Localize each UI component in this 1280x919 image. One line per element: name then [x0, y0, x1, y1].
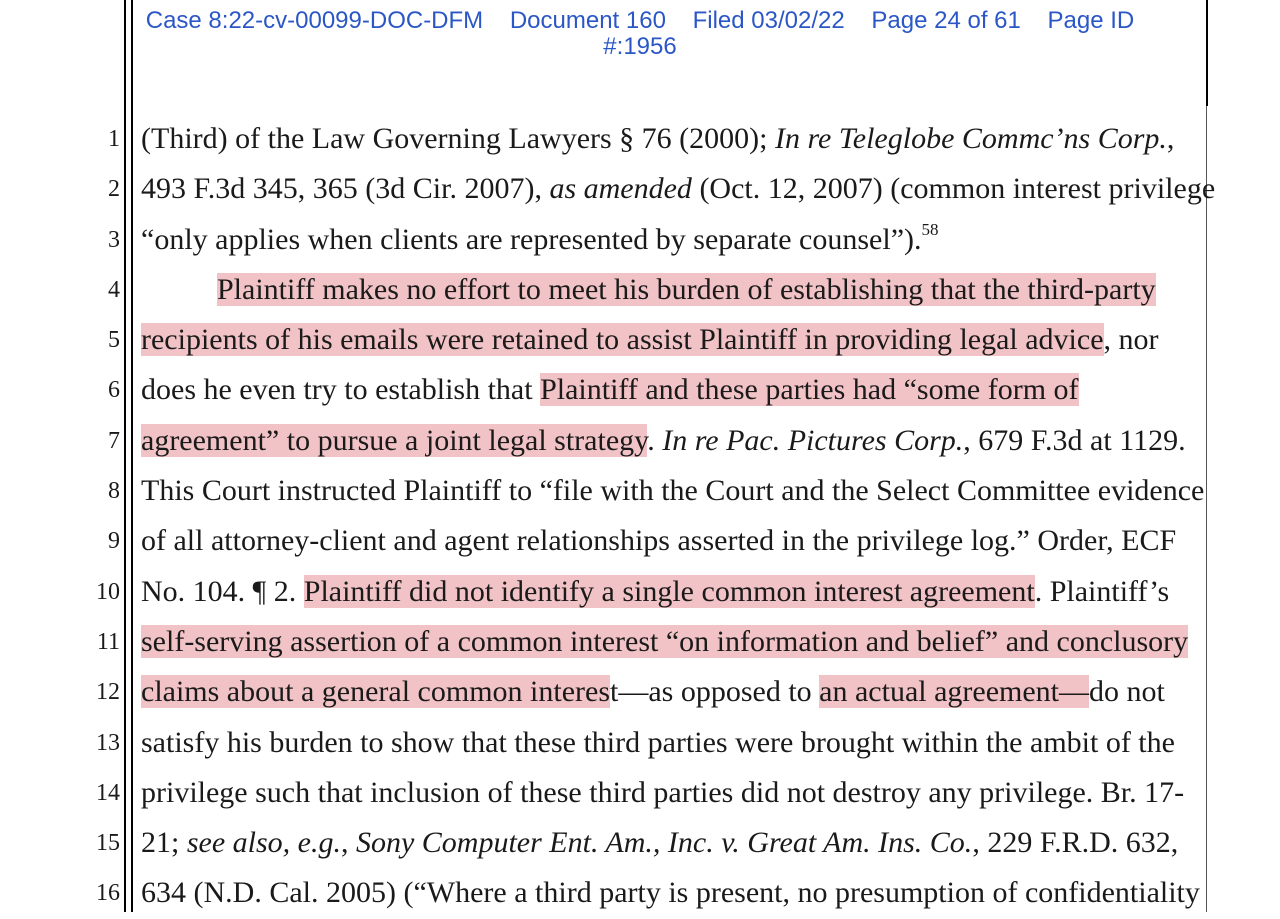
- line-text: [141, 876, 1210, 910]
- text-segment: privilege such that inclusion of these third parties did not destroy any privilege. Br. 17-: [141, 775, 1185, 809]
- page-id-label: Page ID: [1047, 7, 1135, 34]
- line-text: [141, 675, 1210, 709]
- line-text: [141, 575, 1210, 609]
- pleading-line: [0, 315, 1280, 365]
- pleading-line: [0, 667, 1280, 717]
- highlighted-text: an actual agreement—: [819, 675, 1090, 709]
- line-number: 9: [108, 528, 120, 555]
- line-text: [141, 625, 1210, 659]
- pleading-line: [0, 567, 1280, 617]
- pleading-line: [0, 617, 1280, 667]
- line-number: 8: [108, 478, 120, 505]
- line-text: [141, 726, 1210, 760]
- highlighted-text: self-serving assertion of a common interest “on information and belief” and conclusory: [141, 624, 1189, 658]
- line-text: [141, 122, 1210, 156]
- line-text: [141, 474, 1210, 508]
- line-number: 7: [108, 427, 120, 454]
- highlighted-text: Plaintiff did not identify a single common interest agreement: [303, 574, 1035, 608]
- line-text: [141, 424, 1210, 458]
- text-segment: . Plaintiff’s: [1034, 574, 1170, 608]
- case-header: [0, 8, 1280, 60]
- text-segment: .: [647, 423, 663, 457]
- pleading-line: [0, 215, 1280, 265]
- text-segment: 21;: [141, 826, 187, 860]
- text-segment: 493 F.3d 345, 365 (3d Cir. 2007),: [141, 172, 550, 206]
- highlighted-text: agreement” to pursue a joint legal strategy: [141, 423, 648, 457]
- line-text: [141, 219, 1210, 257]
- text-segment: ,: [340, 826, 356, 860]
- text-segment: (Oct. 12, 2007) (common interest privilege: [691, 172, 1216, 206]
- line-number: 6: [108, 377, 120, 404]
- citation-italic: In re Teleglobe Commc’ns Corp.: [774, 122, 1167, 155]
- text-segment: of all attorney-client and agent relationships asserted in the privilege log.” Order, ECF: [141, 524, 1177, 558]
- line-number: 14: [96, 779, 120, 806]
- pleading-line: [0, 416, 1280, 466]
- line-text: [141, 172, 1216, 206]
- text-segment: (Third) of the Law Governing Lawyers § 76 (2000);: [141, 122, 775, 155]
- text-segment: , 229 F.R.D. 632,: [972, 826, 1179, 860]
- pleading-line: [0, 818, 1280, 868]
- text-segment: satisfy his burden to show that these third parties were brought within the ambit of the: [141, 725, 1175, 759]
- page-id-number: #:1956: [603, 33, 677, 60]
- pleading-line: [0, 365, 1280, 415]
- highlighted-text: Plaintiff makes no effort to meet his burden of establishing that the third-party: [217, 272, 1156, 306]
- line-number: 15: [96, 830, 120, 857]
- text-segment: No. 104. ¶ 2.: [141, 574, 304, 608]
- right-margin-rule-top: [1206, 0, 1208, 106]
- text-segment: This Court instructed Plaintiff to “file with the Court and the Select Committee evidence: [141, 474, 1205, 508]
- pleading-line: [0, 718, 1280, 768]
- line-text: [141, 373, 1210, 407]
- highlighted-text: claims about a general common interes: [141, 675, 610, 709]
- text-segment: t—as opposed to: [610, 675, 820, 709]
- text-segment: does he even try to establish that: [141, 373, 541, 407]
- line-number: 5: [108, 327, 120, 354]
- pleading-line: [0, 265, 1280, 315]
- text-segment: 634 (N.D. Cal. 2005) (“Where a third party is present, no presumption of confidentiality: [141, 876, 1200, 910]
- line-number: 3: [108, 226, 120, 253]
- line-number: 16: [96, 880, 120, 907]
- text-segment: “only applies when clients are represented by separate counsel”).: [141, 222, 922, 256]
- highlighted-text: recipients of his emails were retained to assist Plaintiff in providing legal advice: [141, 323, 1104, 357]
- citation-italic: In re Pac. Pictures Corp.: [662, 423, 964, 457]
- highlighted-text: Plaintiff and these parties had “some form of: [540, 373, 1079, 407]
- text-segment: , nor: [1103, 323, 1159, 357]
- line-text: [141, 323, 1210, 357]
- line-number: 1: [108, 126, 120, 152]
- citation-italic: see also, e.g.: [186, 826, 341, 860]
- line-text: [141, 826, 1210, 860]
- line-number: 4: [108, 276, 120, 303]
- citation-italic: as amended: [549, 172, 692, 206]
- pleading-line: [0, 466, 1280, 516]
- footnote-ref: 58: [921, 219, 939, 239]
- pleading-line: [0, 768, 1280, 818]
- pleading-line: [0, 164, 1280, 214]
- pleading-line: [0, 516, 1280, 566]
- pleading-body: [0, 114, 1280, 919]
- filed-date: Filed 03/02/22: [692, 7, 845, 34]
- pleading-line: [0, 868, 1280, 918]
- page-count: Page 24 of 61: [871, 7, 1021, 34]
- line-number: 12: [96, 679, 120, 706]
- line-number: 10: [96, 578, 120, 605]
- text-segment: do not: [1089, 675, 1165, 709]
- document-number: Document 160: [509, 7, 666, 34]
- line-number: 13: [96, 729, 120, 756]
- line-text: [141, 776, 1210, 810]
- text-segment: , 679 F.3d at 1129.: [963, 423, 1186, 457]
- line-text: [217, 273, 1210, 307]
- text-segment: ,: [1166, 122, 1175, 155]
- line-text: [141, 524, 1210, 558]
- pleading-line: [0, 114, 1280, 164]
- line-number: 11: [96, 628, 120, 655]
- citation-italic: Sony Computer Ent. Am., Inc. v. Great Am. Ins. Co.: [355, 826, 973, 860]
- line-number: 2: [108, 176, 120, 203]
- case-number: Case 8:22-cv-00099-DOC-DFM: [145, 7, 484, 34]
